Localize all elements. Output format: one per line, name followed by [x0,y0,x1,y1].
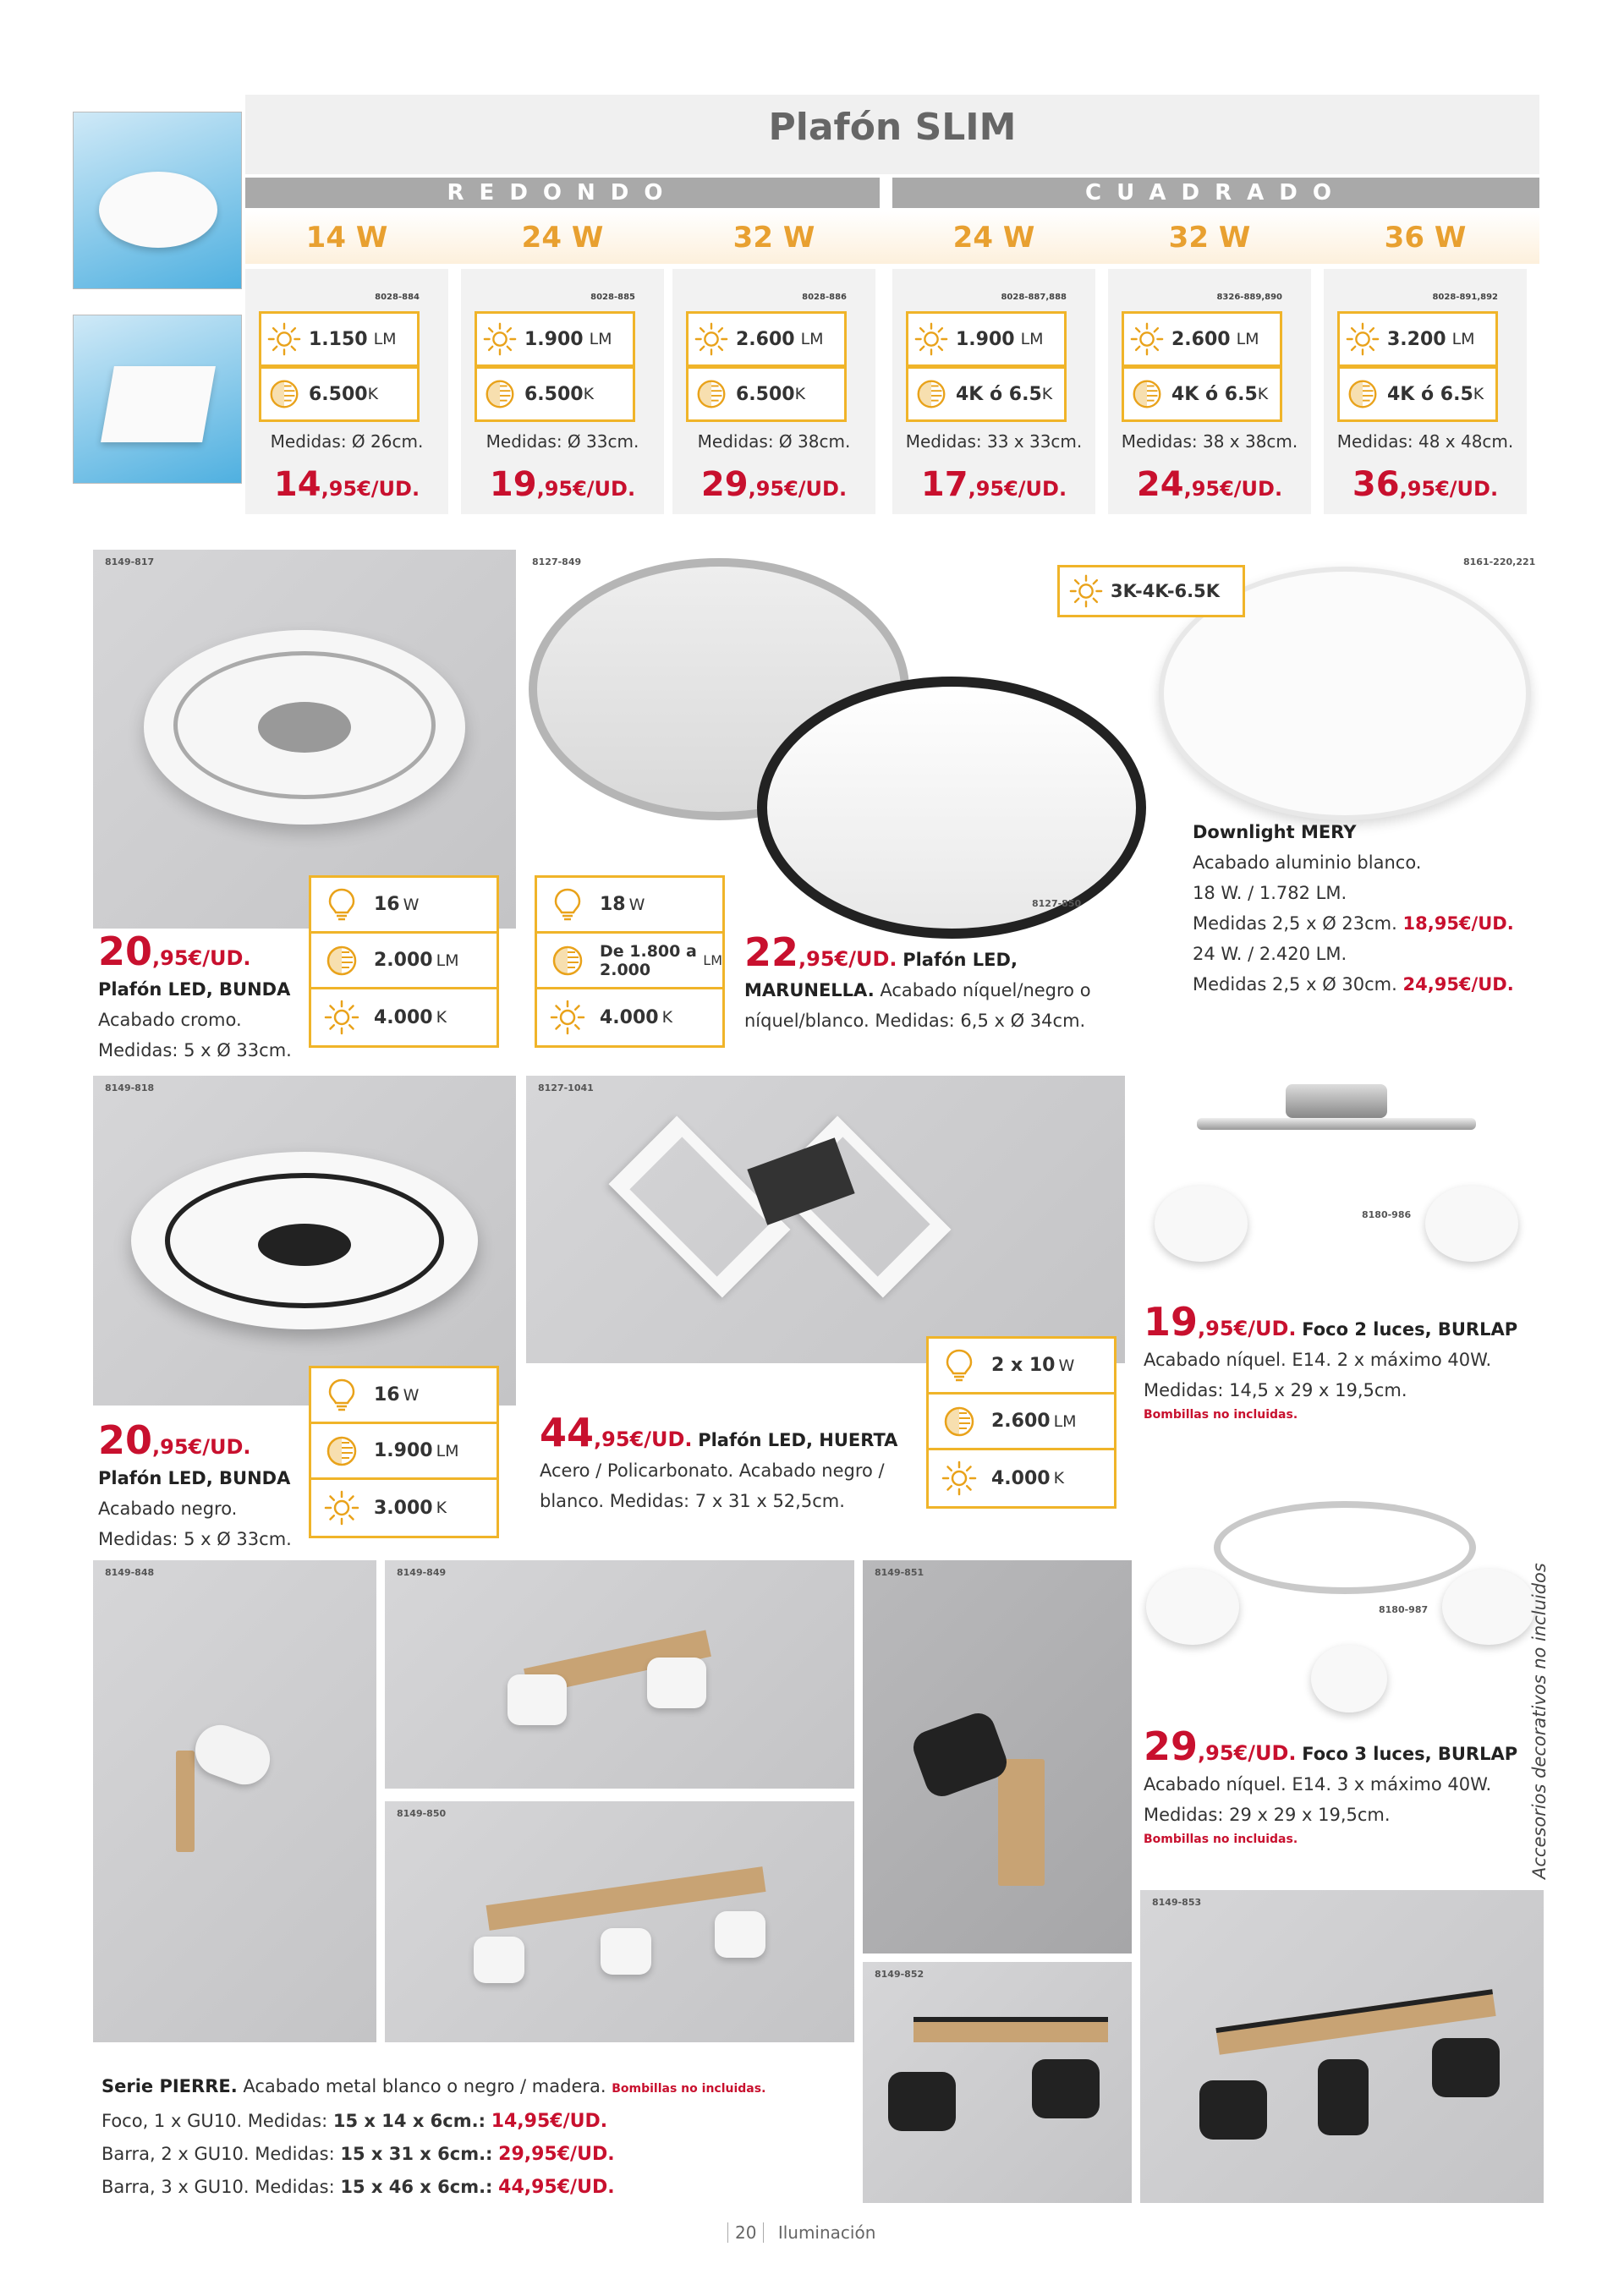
product-code: 8161-220,221 [1463,556,1536,567]
color-temp-icon [694,376,729,412]
bulb-icon [549,886,586,923]
measurements: Medidas: Ø 26cm. [270,431,424,452]
huerta-specs: 2 x 10 W 2.600 LM 4.000 K [926,1336,1116,1509]
color-temp-icon [549,942,586,979]
price: 24,95€/UD. [1136,465,1283,504]
slim-group-round: REDONDO [245,178,880,208]
product-code: 8180-986 [1362,1209,1412,1220]
bunda-negro-photo [93,1076,516,1406]
product-code: 8028-887,888 [1001,293,1067,302]
price: 14,95€/UD. [273,465,420,504]
slim-column [245,269,448,514]
sun-icon [1068,573,1104,609]
slim-watts-label: 36 W [1384,221,1467,255]
marunella-specs: 18 W De 1.800 a 2.000 LM 4.000 K [535,875,725,1048]
product-code: 8149-850 [397,1808,447,1819]
kelvin-box: 6.500 K [475,366,635,422]
pierre-barra2-blanco-photo [385,1560,854,1789]
price: 29,95€/UD. [700,465,848,504]
measurements: Medidas: 38 x 38cm. [1121,431,1298,452]
price: 20,95€/UD. [98,929,251,974]
sun-icon [1345,321,1380,357]
pierre-foco-negro-photo [863,1560,1132,1954]
color-temp-icon [323,1433,360,1470]
bulb-icon [323,886,360,923]
price: 17,95€/UD. [920,465,1067,504]
lumen-box: 1.150 LM [259,311,420,367]
sun-icon [266,321,302,357]
lumen-box: 3.200 LM [1337,311,1498,367]
footer [727,2222,875,2243]
marunella-text: 22,95€/UD. Plafón LED, MARUNELLA. Acabado níquel/negro o níquel/blanco. Medidas: 6,5 x Ø 34cm. [744,929,1091,1031]
kelvin-box: 4K ó 6.5 K [1337,366,1498,422]
product-code: 8028-886 [802,293,847,302]
sun-icon [914,321,949,357]
bunda-cromo-text: 20,95€/UD. Plafón LED, BUNDA Acabado cromo. Medidas: 5 x Ø 33cm. [98,929,310,1066]
mery-temp-badge: 3K-4K-6.5K [1057,565,1245,617]
product-code: 8028-885 [590,293,635,302]
bulb-icon [323,1377,360,1414]
page-number: 20 [727,2222,764,2243]
product-code: 8127-849 [532,556,582,567]
lumen-box: 2.600 LM [686,311,847,367]
slim-product-box-round [73,112,242,289]
product-code: 8180-987 [1379,1604,1429,1615]
burlap2-photo [1146,1076,1544,1304]
slim-title: Plafón SLIM [768,106,1017,149]
slim-watts-label: 24 W [521,221,604,255]
slim-watts-label: 32 W [732,221,815,255]
bunda-negro-text: 20,95€/UD. Plafón LED, BUNDA Acabado negro. Medidas: 5 x Ø 33cm. [98,1417,310,1554]
bunda-cromo-photo [93,550,516,929]
product-code: 8127-850 [1032,898,1082,909]
sun-icon [941,1460,978,1497]
section-name: Iluminación [777,2222,876,2243]
product-code: 8149-849 [397,1567,447,1578]
huerta-text: 44,95€/UD. Plafón LED, HUERTA Acero / Policarbonato. Acabado negro / blanco. Medidas: 7 x 31 x 52,5cm. [540,1410,898,1511]
sun-icon [323,1489,360,1526]
product-code: 8149-818 [105,1082,155,1093]
color-temp-icon [941,1403,978,1440]
product-code: 8028-884 [375,293,420,302]
burlap3-text: 29,95€/UD. Foco 3 luces, BURLAP Acabado níquel. E14. 3 x máximo 40W. Medidas: 29 x 29 x 19,5cm. Bombillas no incluidas. [1144,1723,1518,1846]
pierre-foco-photo [93,1560,376,2042]
burlap3-photo [1138,1493,1544,1725]
product-code: 8028-891,892 [1432,293,1498,302]
burlap2-text: 19,95€/UD. Foco 2 luces, BURLAP Acabado níquel. E14. 2 x máximo 40W. Medidas: 14,5 x 29 x 19,5cm. Bombillas no incluidas. [1144,1299,1518,1422]
kelvin-box: 4K ó 6.5 K [906,366,1067,422]
pierre-barra3-blanco-photo [385,1801,854,2042]
kelvin-box: 4K ó 6.5 K [1122,366,1282,422]
slim-column [1324,269,1527,514]
slim-column [892,269,1095,514]
product-code: 8149-853 [1152,1897,1202,1908]
side-note: Accesorios decorativos no incluidos [1529,1563,1550,1879]
measurements: Medidas: Ø 33cm. [486,431,639,452]
mery-text: Downlight MERY Acabado aluminio blanco. 18 W. / 1.782 LM. Medidas 2,5 x Ø 23cm. 18,95€/UD. 24 W. / 2.420 LM. Medidas 2,5 x Ø 30cm. 24,95€/UD. [1193,822,1514,995]
lumen-box: 1.900 LM [475,311,635,367]
kelvin-box: 6.500 K [259,366,420,422]
sun-icon [482,321,518,357]
measurements: Medidas: 33 x 33cm. [905,431,1083,452]
measurements: Medidas: Ø 38cm. [697,431,851,452]
product-code: 8149-817 [105,556,155,567]
product-code: 8149-851 [875,1567,924,1578]
bunda-cromo-specs: 16 W 2.000 LM 4.000 K [309,875,499,1048]
price: 19,95€/UD. [489,465,636,504]
sun-icon [694,321,729,357]
kelvin-box: 6.500 K [686,366,847,422]
bulb-icon [941,1347,978,1384]
slim-group-square: CUADRADO [892,178,1539,208]
product-code: 8127-1041 [538,1082,594,1093]
color-temp-icon [482,376,518,412]
color-temp-icon [1129,376,1165,412]
pierre-barra2-negro-photo [863,1962,1132,2203]
product-code: 8149-848 [105,1567,155,1578]
color-temp-icon [914,376,949,412]
marunella-photo [520,550,1150,922]
slim-column [1108,269,1311,514]
price: 20,95€/UD. [98,1417,251,1463]
slim-column [461,269,664,514]
price: 36,95€/UD. [1352,465,1499,504]
pierre-text: Serie PIERRE. Acabado metal blanco o negro / madera. Bombillas no incluidas. Foco, 1 x GU10. Medidas: 15 x 14 x 6cm.: 14,95€/UD. Barra, 2 x GU10. Medidas: 15 x 31 x 6cm.: 29,95€/UD. Barra, 3 x GU10. Medidas: 15 x 46 x 6cm.: 44,95€/UD. [102,2076,766,2198]
color-temp-icon [323,942,360,979]
slim-watts-label: 32 W [1168,221,1251,255]
pierre-barra3-negro-photo [1140,1890,1544,2203]
slim-column [672,269,875,514]
sun-icon [323,999,360,1036]
color-temp-icon [266,376,302,412]
bunda-negro-specs: 16 W 1.900 LM 3.000 K [309,1366,499,1538]
lumen-box: 1.900 LM [906,311,1067,367]
product-code: 8149-852 [875,1969,924,1980]
slim-watts-label: 14 W [305,221,388,255]
slim-watts-label: 24 W [952,221,1035,255]
sun-icon [549,999,586,1036]
lumen-box: 2.600 LM [1122,311,1282,367]
huerta-photo [526,1076,1125,1363]
slim-watts-row [245,211,1539,264]
slim-product-box-square [73,315,242,484]
color-temp-icon [1345,376,1380,412]
measurements: Medidas: 48 x 48cm. [1336,431,1514,452]
product-code: 8326-889,890 [1216,293,1282,302]
sun-icon [1129,321,1165,357]
